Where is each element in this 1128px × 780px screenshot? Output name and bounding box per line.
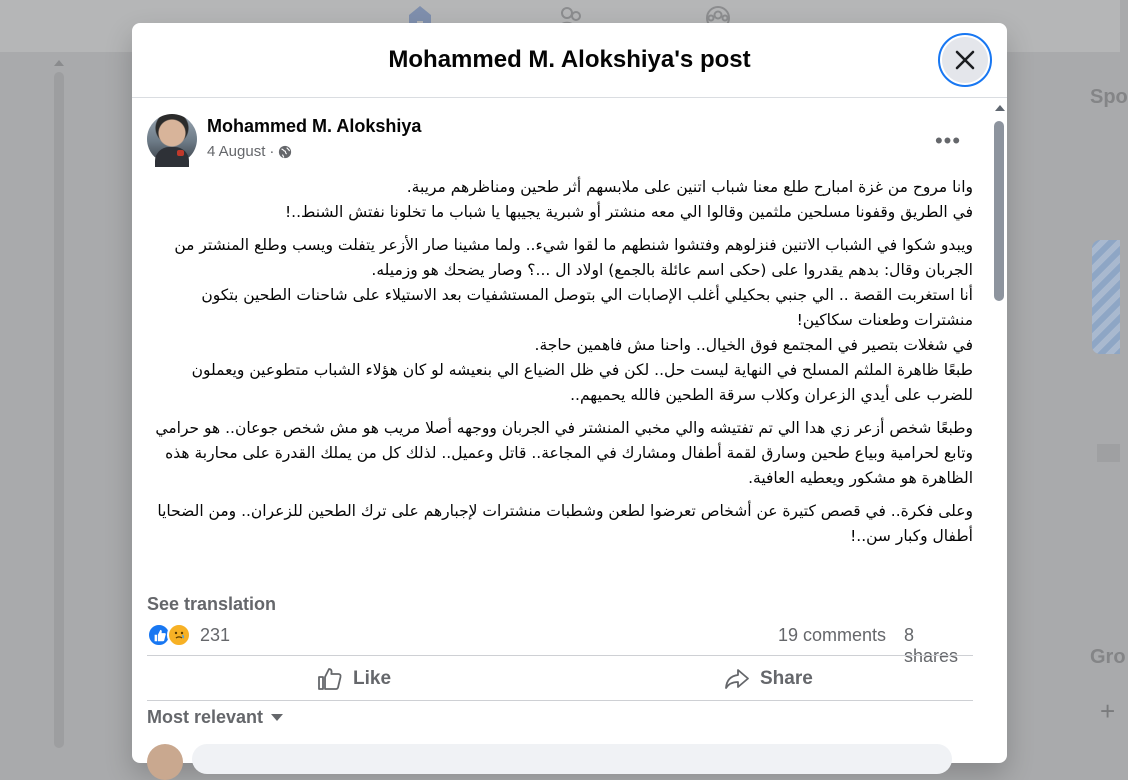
reaction-icons[interactable] [147,623,191,647]
plus-icon: + [1100,696,1116,726]
avatar-shirt [155,147,189,167]
like-label: Like [353,668,392,689]
sponsored-ad-image [1092,240,1120,354]
author-avatar[interactable] [147,114,197,164]
dialog-title: Mohammed M. Alokshiya's post [388,46,751,73]
post-meta [207,143,292,160]
share-label: Share [760,668,813,689]
post-text [147,175,973,557]
author-name[interactable]: Mohammed M. Alokshiya [207,116,422,136]
comment-sort-label: Most relevant [147,707,264,727]
avatar-accent [177,150,184,156]
dialog-body [132,99,1007,763]
sponsored-heading: Spo [1090,86,1128,108]
close-button[interactable] [938,33,992,87]
like-button[interactable] [317,662,391,696]
post-date[interactable]: 4 August [207,143,266,160]
reaction-count[interactable]: 231 [200,625,231,645]
chevron-down-icon [271,714,283,721]
globe-icon[interactable] [278,145,292,159]
comment-sort-dropdown[interactable] [147,707,283,728]
post-paragraph: وطبعًا شخص أزعر زي هدا الي تم تفتيشه والي مخبي المنشتر في الجربان ووجهه أصلا مريب هو مش شخص جوعان.. هو حرامي وتابع لحرامية وبياع طحين وسارق لقمة أطفال ومشارك في المجاعة.. قاتل وعميل.. لذلك كل من يملك القدرة على محاربة هذه الظاهرة هو مشكور ويعطيه العافية. [155,419,973,487]
post-paragraph: وعلى فكرة.. في قصص كتيرة عن أشخاص تعرضوا لطعن وشطبات منشترات لإجبارهم على ترك الطحين للزعران.. ومن الضحايا أطفال وكبار سن..! [157,502,973,545]
more-options-button[interactable]: ••• [934,128,962,153]
reactions-row [147,623,973,666]
close-icon [954,49,976,71]
thumbs-up-icon [317,667,343,691]
post-paragraph: ويبدو شكوا في الشباب الاتنين فنزلوهم وفتشوا شنطهم ما لقوا شيء.. ولما مشينا صار الأزعر يتفلت ويسب وطلع المنشتر من الجربان وقال: بدهم يقدروا على (حكى اسم عائلة بالجمع) اولاد ال ...؟ وصار يضحك هو وزميله. أنا استغربت القصة .. الي جنبي بحكيلي أغلب الإصابات الي بتوصل المستشفيات بعد الاستيلاء على شاحنات الطحين بتكون منشترات وطعنات سكاكين! في شغلات بتصير في المجتمع فوق الخيال.. واحنا مش فاهمين حاجة. طبعًا ظاهرة الملثم المسلح في النهاية ليست حل.. لكن في ظل الضياع الي بنعيشه لو كان هؤلاء الشباب متطوعين ويعملون للضرب على أيدي الزعران وكلاب سرقة الطحين فالله يحميهم.. [174,236,973,404]
dialog-header [132,23,1007,98]
comment-bubble [192,744,952,774]
scroll-thumb[interactable] [994,121,1004,301]
meta-separator: · [269,143,275,160]
dialog-scrollbar[interactable] [991,99,1007,763]
post-dialog [132,23,1007,763]
post-paragraph: وانا مروح من غزة امبارح طلع معنا شباب اتنين على ملابسهم أثر طحين ومناظرهم مريبة. في الطريق وقفونا مسلحين ملثمين وقالوا الي معه منشتر أو شبرية يجيبها يا شباب ما تخلونا نفتش الشنط..! [284,178,973,221]
scroll-up-arrow[interactable] [995,105,1005,111]
share-button[interactable] [724,662,813,696]
shares-count[interactable]: 8 shares [904,625,959,666]
comment-avatar[interactable] [147,744,183,780]
care-icon [167,623,191,647]
see-translation-link[interactable]: See translation [147,594,277,614]
share-icon [724,667,750,691]
group-conversations-heading: Gro [1090,646,1126,668]
left-scroll-up-arrow [54,60,64,66]
comments-count[interactable]: 19 comments [778,625,887,645]
right-column-divider [1097,444,1120,462]
post-actions [147,655,973,701]
left-column-scrollbar [54,72,64,748]
